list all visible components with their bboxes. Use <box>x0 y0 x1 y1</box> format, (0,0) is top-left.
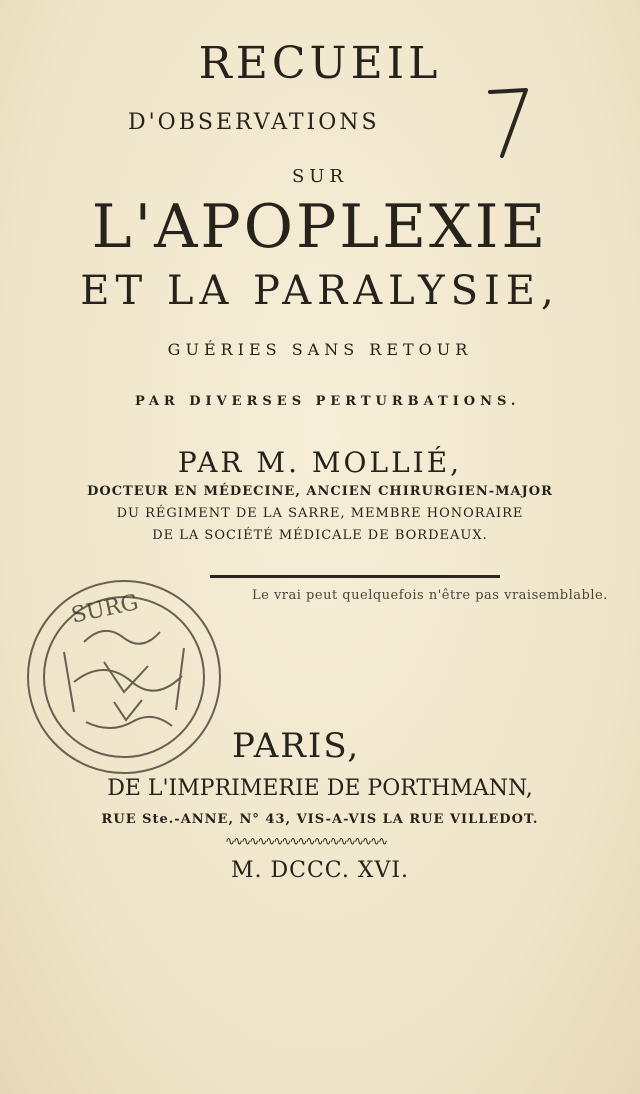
author-credentials-3: DE LA SOCIÉTÉ MÉDICALE DE BORDEAUX. <box>152 528 488 543</box>
printer-address: RUE Ste.-ANNE, N° 43, VIS-A-VIS LA RUE VILLEDOT. <box>101 812 539 827</box>
author-name: PAR M. MOLLIÉ, <box>177 446 463 479</box>
title-observations: D'OBSERVATIONS <box>128 110 380 135</box>
publication-date: M. DCCC. XVI. <box>230 858 410 883</box>
title-recueil: RECUEIL <box>198 38 442 89</box>
title-sur: SUR <box>291 166 349 187</box>
author-credentials-2: DU RÉGIMENT DE LA SARRE, MEMBRE HONORAIRE <box>116 506 524 521</box>
printer: DE L'IMPRIMERIE DE PORTHMANN, <box>107 776 533 801</box>
author-credentials-1: DOCTEUR EN MÉDECINE, ANCIEN CHIRURGIEN-MAJOR <box>87 484 553 499</box>
title-paralysie: ET LA PARALYSIE, <box>80 268 560 314</box>
subtitle-gueries: GUÉRIES SANS RETOUR <box>167 340 473 359</box>
title-apoplexie: L'APOPLEXIE <box>91 192 549 262</box>
motto-rule <box>210 575 500 578</box>
epigraph-motto: Le vrai peut quelquefois n'être pas vraisemblable. <box>252 588 608 603</box>
subtitle-perturbations: PAR DIVERSES PERTURBATIONS. <box>135 394 521 409</box>
ornament-rule: ∿∿∿∿∿∿∿∿∿∿∿∿∿∿∿∿∿∿∿∿ <box>225 834 387 848</box>
handwritten-number <box>480 82 540 162</box>
city: PARIS, <box>232 726 361 766</box>
library-stamp <box>14 572 234 782</box>
svg-text:SURG: SURG <box>69 590 141 629</box>
